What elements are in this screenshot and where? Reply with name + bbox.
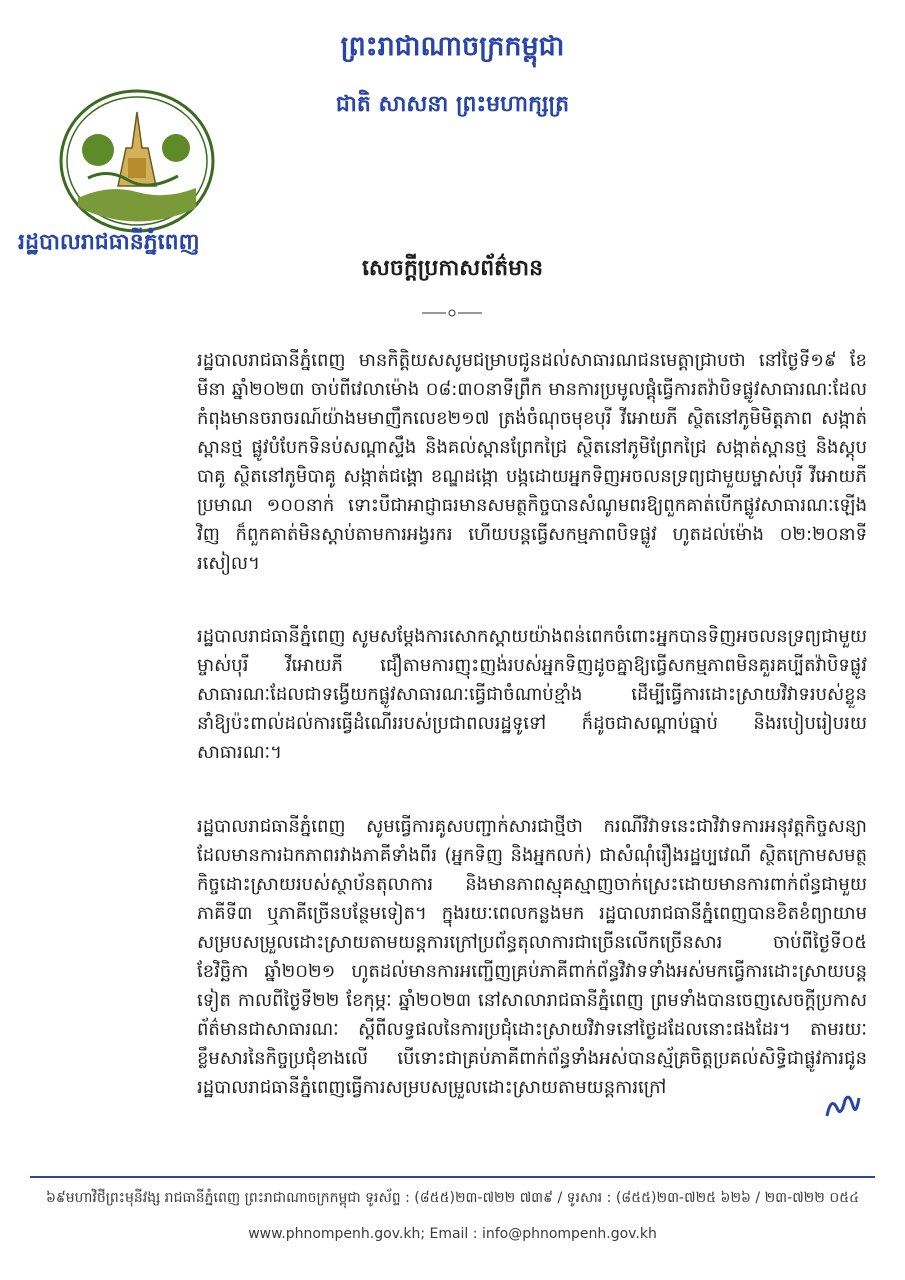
document-title: សេចក្តីប្រកាសព័ត៌មាន: [361, 256, 544, 281]
kingdom-name: ព្រះរាជាណាចក្រកម្ពុជា: [340, 31, 565, 62]
initial-signature-icon: [823, 1090, 861, 1122]
paragraph-3: រដ្ឋបាលរាជធានីភ្នំពេញ សូមធ្វើការគូសបញ្ជាក់សារជាថ្មីថា ករណីវិវាទនេះជាវិវាទការអនុវត្តកិច្ចសន្យាដែលមានការឯកភាពរវាងភាគីទាំងពីរ (អ្នកទិញ និងអ្នកលក់) ជាសំណុំរឿងរដ្ឋប្បវេណី ស្ថិតក្រោមសមត្ថកិច្ចដោះស្រាយរបស់ស្ថាប័នតុលាការ និងមានភាពស្មុគស្មាញចាក់ស្រេះដោយមានការពាក់ព័ន្ធជាមួយភាគីទី៣ ឬភាគីច្រើនបន្ថែមទៀត។ ក្នុងរយៈពេលកន្លងមក រដ្ឋបាលរាជធានីភ្នំពេញបានខិតខំព្យាយាមសម្របសម្រួលដោះស្រាយតាមយន្តការក្រៅប្រព័ន្ធតុលាការជាច្រើនលើកច្រើនសារ ចាប់ពីថ្ងៃទី០៥ ខែវិច្ឆិកា ឆ្នាំ២០២១ ហូតដល់មានការអញ្ជើញគ្រប់ភាគីពាក់ព័ន្ធវិវាទទាំងអស់មកធ្វើការដោះស្រាយបន្តទៀត កាលពីថ្ងៃទី២២ ខែកុម្ភៈ ឆ្នាំ២០២៣ នៅសាលារាជធានីភ្នំពេញ ព្រមទាំងបានចេញសេចក្តីប្រកាសព័ត៌មានជាសាធារណៈ ស្តីពីលទ្ធផលនៃការប្រជុំដោះស្រាយវិវាទនៅថ្ងៃដដែលនោះផងដែរ។ តាមរយៈខ្លឹមសារនៃកិច្ចប្រជុំខាងលើ បើទោះជាគ្រប់ភាគីពាក់ព័ន្ធទាំងអស់បានស្ម័គ្រចិត្តប្រគល់សិទ្ធិជាផ្លូវការជូនរដ្ឋបាលរាជធានីភ្នំពេញធ្វើការសម្របសម្រួលដោះស្រាយតាមយន្តការក្រៅ: [197, 816, 867, 1098]
footer-address: ៦៩មហាវិថីព្រះមុនីវង្ស រាជធានីភ្នំពេញ ព្រះរាជាណាចក្រកម្ពុជា ទូរស័ព្ទ : (៨៥៥)២៣-៧២២ ៧៣៩ / ទូរសារ : (៨៥៥)២៣-៧២៥ ៦២៦ / ២៣-៧២២ ០៥៤: [45, 1190, 860, 1206]
paragraph-2: រដ្ឋបាលរាជធានីភ្នំពេញ សូមសម្តែងការសោកស្តាយយ៉ាងពន់ពេកចំពោះអ្នកបានទិញអចលនទ្រព្យជាមួយម្ចាស់បុរី វីអោយភី ជឿតាមការញុះញង់របស់អ្នកទិញដូចគ្នាឱ្យធ្វើសកម្មភាពមិនគួរគប្បីតវ៉ាបិទផ្លូវសាធារណៈដែលជាទង្វើយកផ្លូវសាធារណៈធ្វើជាចំណាប់ខ្មាំង ដើម្បីធ្វើការដោះស្រាយវិវាទរបស់ខ្លួន នាំឱ្យប៉ះពាល់ដល់ការធ្វើដំណើររបស់ប្រជាពលរដ្ឋទូទៅ ក៏ដូចជាសណ្តាប់ធ្នាប់ និងរបៀបរៀបរយសាធារណៈ។: [197, 626, 867, 763]
footer-divider: [30, 1176, 875, 1178]
title-ornament-icon: [420, 307, 484, 319]
phnom-penh-emblem-icon: [58, 88, 216, 234]
paragraph-1: រដ្ឋបាលរាជធានីភ្នំពេញ មានកិត្តិយសសូមជម្រាបជូនដល់សាធារណជនមេត្តាជ្រាបថា នៅថ្ងៃទី១៩ ខែមីនា ឆ្នាំ២០២៣ ចាប់ពីវេលាម៉ោង ០៨:៣០នាទីព្រឹក មានការប្រមូលផ្តុំធ្វើការតវ៉ាបិទផ្លូវសាធារណៈដែលកំពុងមានចរាចរណ៍យ៉ាងមមាញឹកលេខ២១៧ ត្រង់ចំណុចមុខបុរី វីអោយភី ស្ថិតនៅភូមិមិត្តភាព សង្កាត់ស្ពានថ្ម ផ្លូវបំបែកទិនប់សណ្តាស្ទឹង និងគល់ស្ពានព្រែកជ្រៃ ស្ថិតនៅភូមិព្រែកជ្រៃ សង្កាត់ស្ពានថ្ម និងស្តុបបាគូ ស្ថិតនៅភូមិបាគូ សង្កាត់ជង្គោ ខណ្ឌដង្កោ បង្កដោយអ្នកទិញអចលនទ្រព្យជាមួយម្ចាស់បុរី វីអោយភី ប្រមាណ ១០០នាក់ ទោះបីជាអាជ្ញាធរមានសមត្ថកិច្ចបានសំណូមពរឱ្យពួកគាត់បើកផ្លូវសាធារណៈឡើងវិញ ក៏ពួកគាត់មិនស្តាប់តាមការអង្វរករ ហើយបន្តធ្វើសកម្មភាពបិទផ្លូវ ហូតដល់ម៉ោង ០២:២០នាទីរសៀល។: [197, 350, 867, 574]
national-motto: ជាតិ សាសនា ព្រះមហាក្សត្រ: [335, 92, 570, 117]
footer-contact: www.phnompenh.gov.kh; Email : info@phnompenh.gov.kh: [248, 1226, 657, 1242]
issuer-name: រដ្ឋបាលរាជធានីភ្នំពេញ: [18, 230, 200, 255]
